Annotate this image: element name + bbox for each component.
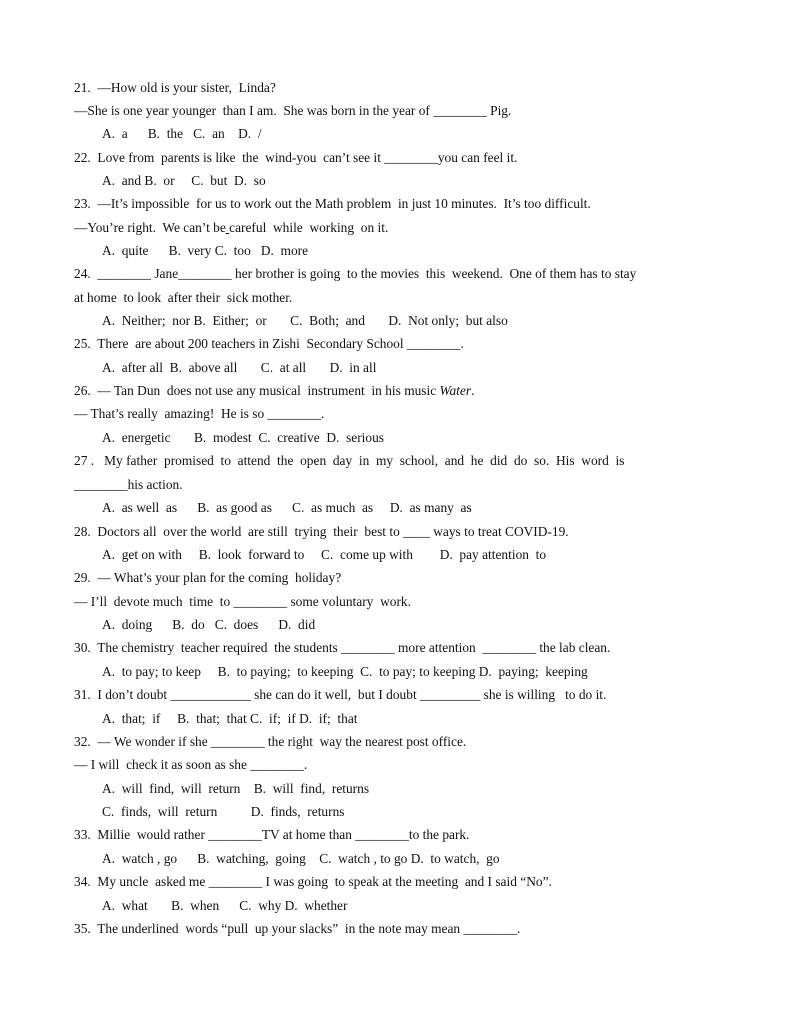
- question-33-stem: 33. Millie would rather ________TV at home than ________to the park.: [74, 827, 470, 842]
- question-32-options-ab: A. will find, will return B. will find, returns: [102, 781, 370, 796]
- question-30-options: A. to pay; to keep B. to paying; to keeping C. to pay; to keeping D. paying; keeping: [102, 664, 588, 679]
- question-31-stem: 31. I don’t doubt ____________ she can do it well, but I doubt _________ she is willing to do it.: [74, 687, 607, 702]
- question-32-reply: — I will check it as soon as she ________.: [74, 757, 308, 772]
- question-26-options: A. energetic B. modest C. creative D. serious: [102, 430, 385, 445]
- question-23-options: A. quite B. very C. too D. more: [102, 243, 309, 258]
- question-30-stem: 30. The chemistry teacher required the students ________ more attention ________ the lab clean.: [74, 640, 611, 655]
- question-28-stem: 28. Doctors all over the world are still trying their best to ____ ways to treat COVID-19.: [74, 524, 569, 539]
- question-27-options: A. as well as B. as good as C. as much as D. as many as: [102, 500, 472, 515]
- question-24-stem: 24. ________ Jane________ her brother is going to the movies this weekend. One of them has to stay: [74, 266, 637, 281]
- question-21-options: A. a B. the C. an D. /: [102, 126, 262, 141]
- question-26-period: .: [471, 383, 475, 398]
- question-29-reply: — I’ll devote much time to ________ some voluntary work.: [74, 594, 411, 609]
- question-22-options: A. and B. or C. but D. so: [102, 173, 266, 188]
- question-25-options: A. after all B. above all C. at all D. in all: [102, 360, 377, 375]
- question-29-options: A. doing B. do C. does D. did: [102, 617, 316, 632]
- question-28-options: A. get on with B. look forward to C. come up with D. pay attention to: [102, 547, 547, 562]
- question-21-stem: 21. —How old is your sister, Linda?: [74, 80, 276, 95]
- question-34-stem: 34. My uncle asked me ________ I was going to speak at the meeting and I said “No”.: [74, 874, 552, 889]
- question-27-stem-continued: ________his action.: [74, 477, 183, 492]
- question-32-stem: 32. — We wonder if she ________ the right way the nearest post office.: [74, 734, 467, 749]
- question-31-options: A. that; if B. that; that C. if; if D. if; that: [102, 711, 358, 726]
- question-23-reply-start: —You’re right. We can’t be: [74, 220, 226, 235]
- question-24-stem-continued: at home to look after their sick mother.: [74, 290, 293, 305]
- question-23-reply-end: careful while working on it.: [229, 220, 389, 235]
- question-26-reply: — That’s really amazing! He is so ________.: [74, 406, 325, 421]
- question-24-options: A. Neither; nor B. Either; or C. Both; and D. Not only; but also: [102, 313, 508, 328]
- question-23-stem: 23. —It’s impossible for us to work out the Math problem in just 10 minutes. It’s too difficult.: [74, 196, 591, 211]
- question-26-stem: [74, 383, 474, 399]
- question-22-stem: 22. Love from parents is like the wind-you can’t see it ________you can feel it.: [74, 150, 518, 165]
- question-33-options: A. watch , go B. watching, going C. watch , to go D. to watch, go: [102, 851, 500, 866]
- question-35-stem: 35. The underlined words “pull up your slacks” in the note may mean ________.: [74, 921, 521, 936]
- question-29-stem: 29. — What’s your plan for the coming holiday?: [74, 570, 342, 585]
- question-23-reply: [74, 220, 388, 236]
- question-26-title: Water: [439, 383, 472, 398]
- question-27-stem: 27 . My father promised to attend the open day in my school, and he did do so. His word is: [74, 453, 625, 468]
- question-25-stem: 25. There are about 200 teachers in Zishi Secondary School ________.: [74, 336, 464, 351]
- question-32-options-cd: C. finds, will return D. finds, returns: [102, 804, 345, 819]
- question-21-reply: —She is one year younger than I am. She was born in the year of ________ Pig.: [74, 103, 512, 118]
- question-26-text: 26. — Tan Dun does not use any musical instrument in his music: [74, 383, 437, 398]
- question-34-options: A. what B. when C. why D. whether: [102, 898, 348, 913]
